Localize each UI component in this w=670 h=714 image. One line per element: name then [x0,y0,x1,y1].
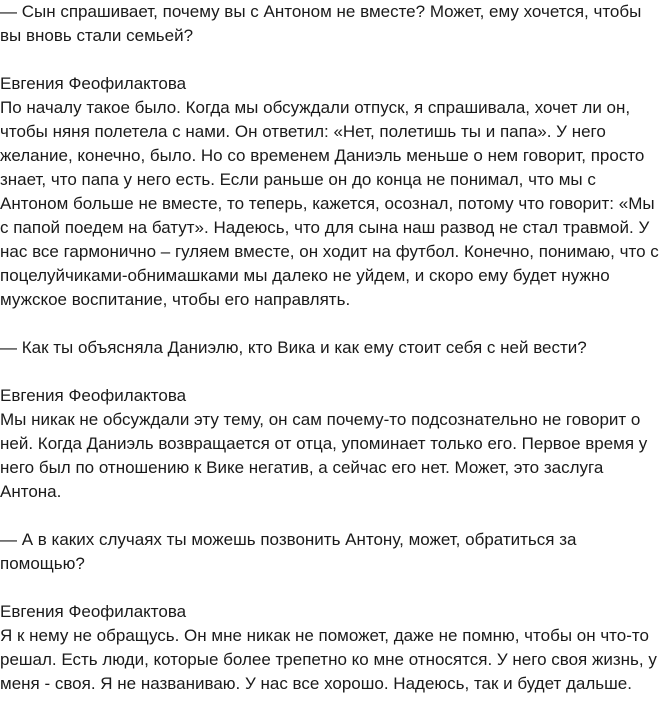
answer-line: поцелуйчиками-обнимашками мы далеко не уйдем, и скоро ему будет нужно [0,266,610,285]
answer-line: с папой поедем на батут». Надеюсь, что для сына наш развод не стал травмой. У [0,218,650,237]
question-line: — А в каких случаях ты можешь позвонить Антону, может, обратиться за [0,530,577,549]
answer-line: чтобы няня полетела с нами. Он ответил: «Нет, полетишь ты и папа». У него [0,122,606,141]
question-line: помощью? [0,554,85,573]
answer-line: Мы никак не обсуждали эту тему, он сам почему-то подсознательно не говорит о [0,410,641,429]
answer-line: Я к нему не обращусь. Он мне никак не поможет, даже не помню, чтобы он что-то [0,626,649,645]
speaker-line: Евгения Феофилактова [0,386,187,405]
answer-line: мужское воспитание, чтобы его направлять. [0,290,351,309]
question-line: — Сын спрашивает, почему вы с Антоном не вместе? Может, ему хочется, чтобы [0,2,642,21]
question-line: вы вновь стали семьей? [0,26,194,45]
answer-line: желание, конечно, было. Но со временем Даниэль меньше о нем говорит, просто [0,146,645,165]
answer-line: знает, что папа у него есть. Если раньше он до конца не понимал, что мы с [0,170,596,189]
answer-line: Антона. [0,482,62,501]
answer-line: решал. Есть люди, которые более трепетно ко мне относятся. У него своя жизнь, у [0,650,657,669]
question-line: — Как ты объясняла Даниэлю, кто Вика и как ему стоит себя с ней вести? [0,338,587,357]
speaker-line: Евгения Феофилактова [0,602,187,621]
answer-line: По началу такое было. Когда мы обсуждали отпуск, я спрашивала, хочет ли он, [0,98,631,117]
speaker-line: Евгения Феофилактова [0,74,187,93]
answer-line: Антоном больше не вместе, то теперь, кажется, осознал, потому что говорит: «Мы [0,194,655,213]
answer-line: него был по отношению к Вике негатив, а сейчас его нет. Может, это заслуга [0,458,604,477]
answer-line: ней. Когда Даниэль возвращается от отца, упоминает только его. Первое время у [0,434,648,453]
answer-line: нас все гармонично – гуляем вместе, он ходит на футбол. Конечно, понимаю, что с [0,242,659,261]
answer-line: меня - своя. Я не названиваю. У нас все хорошо. Надеюсь, так и будет дальше. [0,674,632,693]
